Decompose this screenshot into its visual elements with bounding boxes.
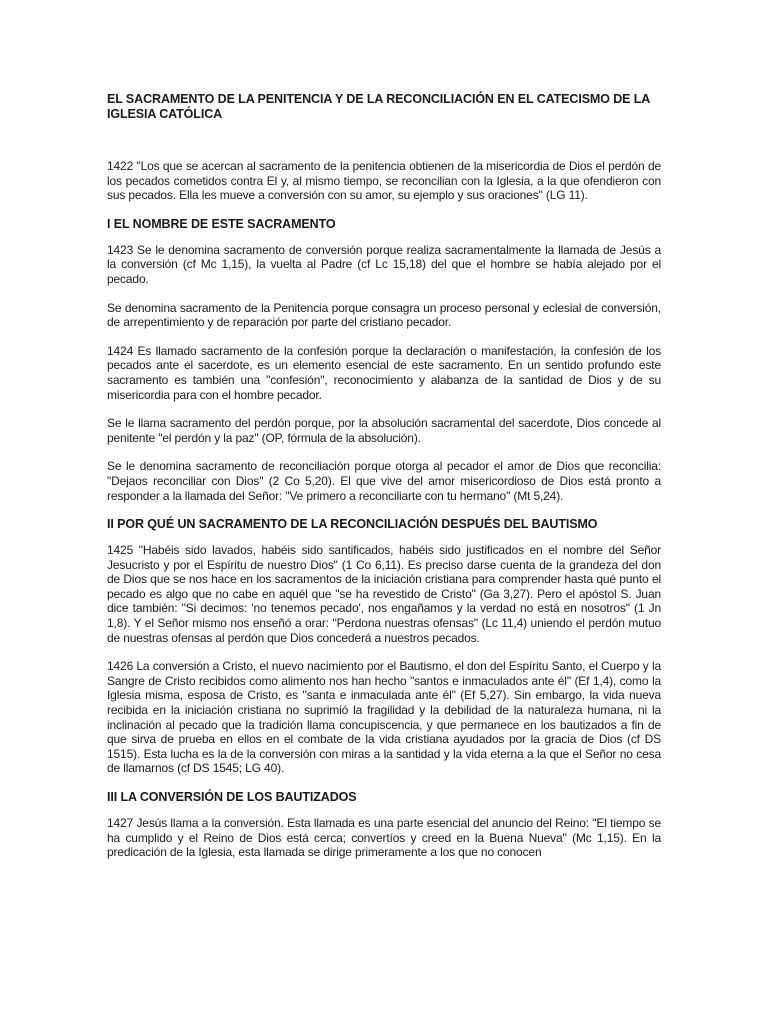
- document-page: [107, 92, 661, 874]
- paragraph-1422: 1422 "Los que se acercan al sacramento de la penitencia obtienen de la misericordia de Dios el perdón de los pecados cometidos contra El y, al mismo tiempo, se reconcilian con la Iglesia, a la que ofendieron con sus pecados. Ella les mueve a conversión con su amor, su ejemplo y sus oraciones" (LG 11).: [107, 159, 661, 203]
- paragraph-1424: 1424 Es llamado sacramento de la confesión porque la declaración o manifestación, la confesión de los pecados ante el sacerdote, es un elemento esencial de este sacramento. En un sentido profundo este sacramento es también una "confesión", reconocimiento y alabanza de la santidad de Dios y de su misericordia para con el hombre pecador.: [107, 343, 661, 402]
- paragraph-1423: 1423 Se le denomina sacramento de conversión porque realiza sacramentalmente la llamada de Jesús a la conversión (cf Mc 1,15), la vuelta al Padre (cf Lc 15,18) del que el hombre se había alejado por el pecado.: [107, 242, 661, 286]
- paragraph-penitencia: Se denomina sacramento de la Penitencia porque consagra un proceso personal y eclesial de conversión, de arrepentimiento y de reparación por parte del cristiano pecador.: [107, 300, 661, 330]
- document-title: EL SACRAMENTO DE LA PENITENCIA Y DE LA RECONCILIACIÓN EN EL CATECISMO DE LA IGLESIA CATÓLICA: [107, 92, 650, 121]
- paragraph-perdon: Se le llama sacramento del perdón porque, por la absolución sacramental del sacerdote, Dios concede al penitente "el perdón y la paz" (OP, fórmula de la absolución).: [107, 416, 661, 445]
- section-heading-por-que: II POR QUÉ UN SACRAMENTO DE LA RECONCILIACIÓN DESPUÉS DEL BAUTISMO: [107, 517, 598, 532]
- paragraph-reconciliacion: Se le denomina sacramento de reconciliación porque otorga al pecador el amor de Dios que reconcilia: "Dejaos reconciliar con Dios" (2 Co 5,20). El que vive del amor misericordioso de Dios está pronto a responder a la llamada del Señor: "Ve primero a reconciliarte con tu hermano" (Mt 5,24).: [107, 459, 661, 503]
- section-heading-conversion: III LA CONVERSIÓN DE LOS BAUTIZADOS: [107, 790, 357, 804]
- section-heading-nombre: I EL NOMBRE DE ESTE SACRAMENTO: [107, 216, 336, 231]
- paragraph-1425: 1425 "Habéis sido lavados, habéis sido santificados, habéis sido justificados en el nombre del Señor Jesucristo y por el Espíritu de nuestro Dios" (1 Co 6,11). Es preciso darse cuenta de la grandeza del don de Dios que se nos hace en los sacramentos de la iniciación cristiana para comprender hasta qué punto el pecado es algo que no cabe en aquél que "se ha revestido de Cristo" (Ga 3,27). Pero el apóstol S. Juan dice también: "Si decimos: 'no tenemos pecado', nos engañamos y la verdad no está en nosotros" (1 Jn 1,8). Y el Señor mismo nos enseñó a orar: "Perdona nuestras ofensas" (Lc 11,4) uniendo el perdón mutuo de nuestras ofensas al perdón que Dios concederá a nuestros pecados.: [107, 543, 661, 645]
- paragraph-1426: 1426 La conversión a Cristo, el nuevo nacimiento por el Bautismo, el don del Espíritu Santo, el Cuerpo y la Sangre de Cristo recibidos como alimento nos han hecho "santos e inmaculados ante él" (Ef 1,4), como la Iglesia misma, esposa de Cristo, es "santa e inmaculada ante él" (Ef 5,27). Sin embargo, la vida nueva recibida en la iniciación cristiana no suprimió la fragilidad y la debilidad de la naturaleza humana, ni la inclinación al pecado que la tradición llama concupiscencia, y que permanece en los bautizados a fin de que sirva de prueba en ellos en el combate de la vida cristiana ayudados por la gracia de Dios (cf DS 1515). Esta lucha es la de la conversión con miras a la santidad y la vida eterna a la que el Señor no cesa de llamarnos (cf DS 1545; LG 40).: [107, 659, 661, 776]
- paragraph-1427: 1427 Jesús llama a la conversión. Esta llamada es una parte esencial del anuncio del Reino: "El tiempo se ha cumplido y el Reino de Dios está cerca; convertíos y creed en la Buena Nueva" (Mc 1,15). En la predicación de la Iglesia, esta llamada se dirige primeramente a los que no conocen: [107, 816, 661, 860]
